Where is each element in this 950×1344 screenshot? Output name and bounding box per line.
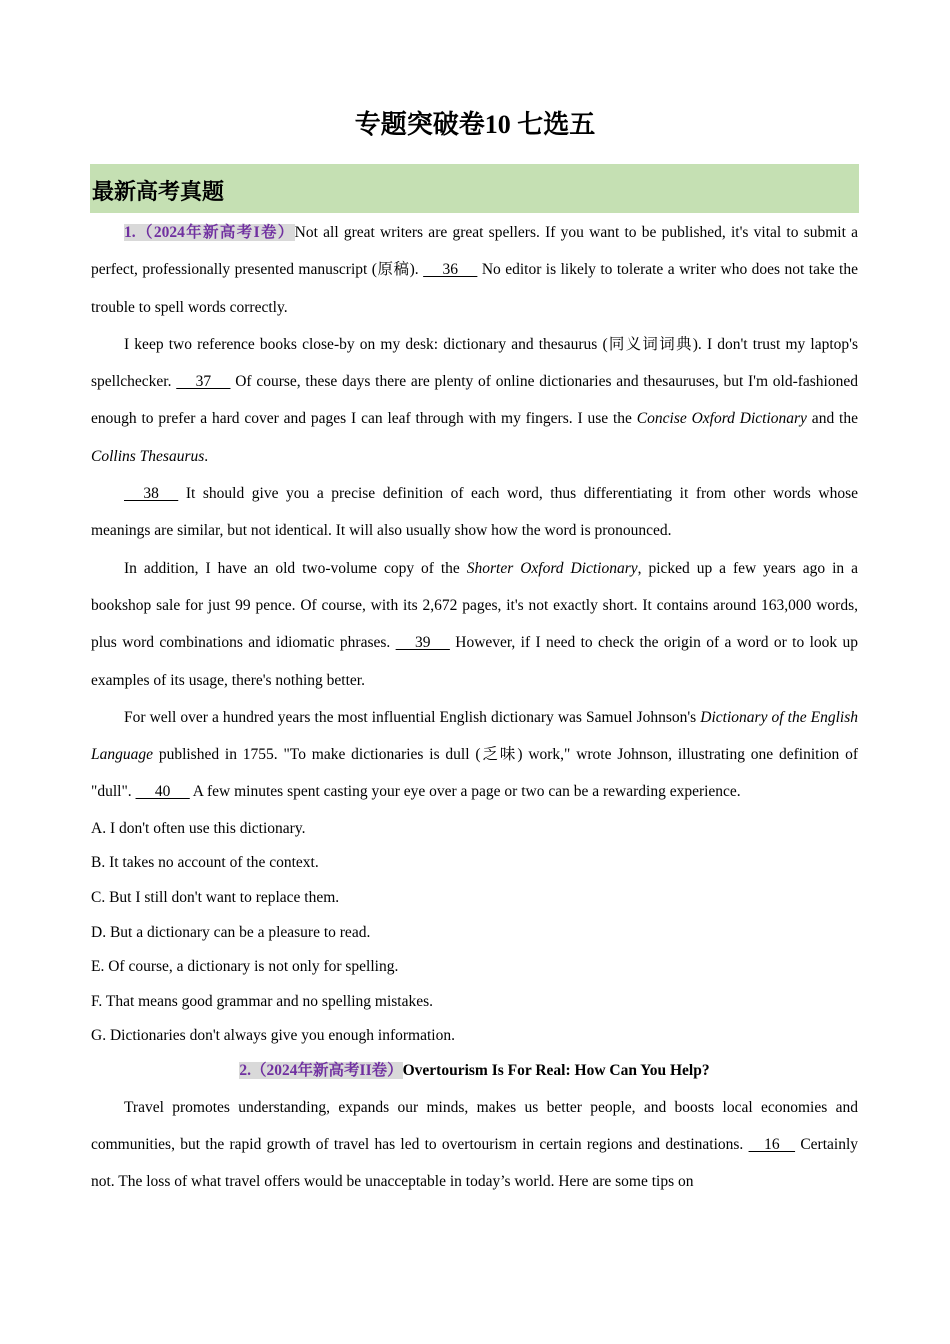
q1-p5-text-c: A few minutes spent casting your eye over a page or two can be a rewarding experience. [189,783,741,801]
q1-p3-text: It should give you a precise definition of each word, thus differentiating it from other words whose meanings are similar, but not identical. It will also usually show how the word is pronounced. [91,485,858,540]
q1-p2-end: . [204,447,209,465]
option-b[interactable]: B. It takes no account of the context. [91,854,319,872]
q2-paragraph-1 [91,1089,858,1201]
q2-p1-text-a: Travel promotes understanding, expands our minds, makes us better people, and boosts local economies and communities, but the rapid growth of travel has led to overtourism in certain regions and destinations. [91,1098,858,1153]
q1-p4-text-c: However, if I need to check the origin of a word or to look up examples of its usage, there's nothing better. [91,634,859,689]
blank-40[interactable]: 40 [135,783,190,801]
q1-p2-book-1: Concise Oxford Dictionary [636,410,807,428]
q1-options [91,812,858,1054]
blank-39[interactable]: 39 [395,634,450,652]
blank-37[interactable]: 37 [176,373,231,391]
q1-p4-text-a: In addition, I have an old two-volume copy of the [124,559,467,577]
q2-p1-text-b: Certainly not. The loss of what travel offers would be unacceptable in today’s world. Here are some tips on [91,1135,859,1191]
q2-title: Overtourism Is For Real: How Can You Help? [402,1061,710,1079]
q1-p1-text-b: No editor is likely to tolerate a writer who does not take the trouble to spell words correctly. [91,261,858,316]
q2-tag: 2.（2024年新高考II卷） [239,1061,403,1079]
q1-p2-text-a: I keep two reference books close-by on my desk: dictionary and thesaurus (同义词词典). I don't trust my laptop's spellchecker. [91,335,858,391]
q2-heading [91,1054,858,1089]
section-header [90,164,859,213]
q1-p5-text-b: published in 1755. "To make dictionaries is dull (乏味) work," wrote Johnson, illustrating one definition of "dull". [91,746,858,801]
q1-p2-book-2: Collins Thesaurus [91,447,205,465]
q1-p5-text-a: For well over a hundred years the most influential English dictionary was Samuel Johnson's [124,708,701,726]
option-d[interactable]: D. But a dictionary can be a pleasure to read. [91,923,371,941]
q1-p2-mid: and the [806,410,858,428]
q1-p2-text-b: Of course, these days there are plenty of online dictionaries and thesauruses, but I'm old-fashioned enough to prefer a hard cover and pages I can leaf through with my fingers. I use the [91,373,858,428]
option-e[interactable]: E. Of course, a dictionary is not only for spelling. [91,958,399,976]
blank-36[interactable]: 36 [423,261,478,279]
q1-p1-text-a: Not all great writers are great spellers. If you want to be published, it's vital to submit a perfect, professionally presented manuscript (原稿). [91,224,858,279]
q1-paragraph-3 [91,475,858,550]
document-body [91,214,858,1200]
q1-p5-book: Dictionary of the English Language [91,708,859,764]
blank-38[interactable]: 38 [124,485,179,503]
page-title: 专题突破卷10 七选五 [354,110,596,139]
q1-paragraph-1 [91,214,858,326]
q1-p4-book: Shorter Oxford Dictionary [466,559,638,577]
option-a[interactable]: A. I don't often use this dictionary. [91,819,306,837]
option-f[interactable]: F. That means good grammar and no spelling mistakes. [91,992,433,1010]
q1-tag: 1.（2024年新高考I卷） [124,224,295,241]
q1-p4-text-b: , picked up a few years ago in a bookshop sale for just 99 pence. Of course, with its 2,672 pages, it's not exactly short. It contains around 163,000 words, plus word combinations and idiomatic phrases. [91,559,858,652]
option-c[interactable]: C. But I still don't want to replace them. [91,888,340,906]
q1-paragraph-5 [91,699,858,811]
option-g[interactable]: G. Dictionaries don't always give you enough information. [91,1027,455,1045]
q1-paragraph-2 [91,326,858,475]
section-title: 最新高考真题 [92,180,225,205]
q1-paragraph-4 [91,550,858,699]
blank-16[interactable]: 16 [748,1135,796,1153]
